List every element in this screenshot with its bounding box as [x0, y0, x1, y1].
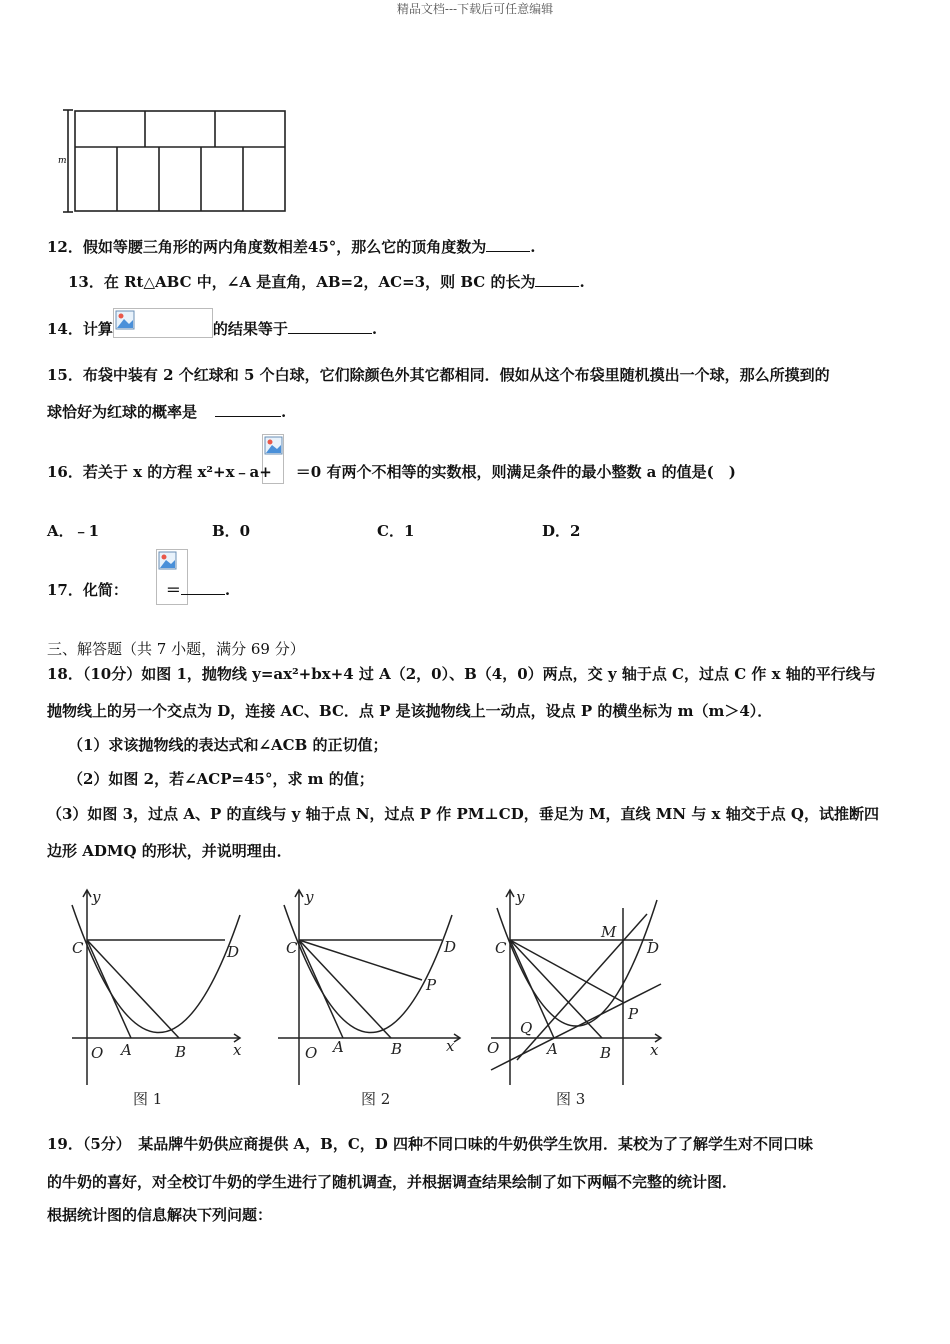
y-axis-label: y: [516, 888, 525, 906]
option-b[interactable]: B．0: [212, 522, 251, 540]
point-a-label: A: [333, 1038, 344, 1056]
figure-1-caption: 图 1: [133, 1090, 163, 1108]
answer-blank[interactable]: [288, 319, 372, 334]
y-axis-label: y: [92, 888, 101, 906]
question-18-part-1: （1）求该抛物线的表达式和∠ACB 的正切值；: [68, 736, 388, 754]
option-d[interactable]: D．2: [542, 522, 581, 540]
figure-label-m: m: [58, 156, 67, 166]
point-m-label: M: [601, 923, 617, 941]
question-12: 12．假如等腰三角形的两内角度数相差45°，那么它的顶角度数为 .: [47, 238, 536, 256]
section-3-title: 三、解答题（共 7 小题，满分 69 分）: [47, 640, 305, 658]
figure-3-caption: 图 3: [556, 1090, 586, 1108]
y-axis-label: y: [305, 888, 314, 906]
point-p-label: P: [628, 1005, 639, 1023]
question-19-line-3: 根据统计图的信息解决下列问题：: [47, 1206, 273, 1224]
question-18-part-3-line-1: （3）如图 3，过点 A、P 的直线与 y 轴于点 N，过点 P 作 PM⊥CD，垂足为 M，直线 MN 与 x 轴交于点 Q，试推断四: [47, 805, 879, 823]
answer-blank[interactable]: [486, 237, 530, 252]
origin-label: O: [487, 1039, 500, 1057]
x-axis-label: x: [233, 1041, 242, 1059]
formula-image-placeholder: [113, 308, 213, 338]
broken-image-icon: [115, 310, 135, 330]
question-18-part-2: （2）如图 2，若∠ACP=45°，求 m 的值；: [68, 770, 374, 788]
answer-blank[interactable]: [535, 272, 579, 287]
option-a[interactable]: A．﹣1: [47, 522, 100, 540]
point-c-label: C: [495, 939, 507, 957]
question-19-line-2: 的牛奶的喜好，对全校订牛奶的学生进行了随机调查，并根据调查结果绘制了如下两幅不完整的统计图．: [47, 1173, 738, 1191]
origin-label: O: [305, 1044, 318, 1062]
broken-image-icon: [158, 551, 178, 571]
broken-image-icon: [264, 436, 284, 456]
point-d-label: D: [647, 939, 660, 957]
point-a-label: A: [121, 1041, 132, 1059]
figure-2-caption: 图 2: [361, 1090, 391, 1108]
question-18-part-3-line-2: 边形 ADMQ 的形状，并说明理由．: [47, 842, 292, 860]
point-a-label: A: [547, 1040, 558, 1058]
question-15-line-1: 15．布袋中装有 2 个红球和 5 个白球，它们除颜色外其它都相同．假如从这个布袋里随机摸出一个球，那么所摸到的: [47, 366, 830, 384]
option-c[interactable]: C．1: [377, 522, 415, 540]
point-d-label: D: [444, 938, 457, 956]
x-axis-label: x: [446, 1037, 455, 1055]
x-axis-label: x: [650, 1041, 659, 1059]
rectangle-grid-figure: [55, 105, 295, 220]
question-18-line-2: 抛物线上的另一个交点为 D，连接 AC、BC．点 P 是该抛物线上一动点，设点 P 的横坐标为 m（m＞4）．: [47, 702, 773, 720]
origin-label: O: [91, 1044, 104, 1062]
point-b-label: B: [175, 1043, 187, 1061]
question-14: 14．计算 的结果等于 .: [47, 318, 377, 339]
answer-blank[interactable]: [215, 402, 281, 417]
point-c-label: C: [286, 939, 298, 957]
parabola-figure-3: [483, 880, 673, 1115]
point-c-label: C: [72, 939, 84, 957]
question-15-line-2: 球恰好为红球的概率是 .: [47, 403, 287, 421]
point-b-label: B: [600, 1044, 612, 1062]
question-16: 16．若关于 x 的方程 x²+x﹣a+ ＝0 有两个不相等的实数根，则满足条件的最小整数 a 的值是( ): [47, 463, 736, 481]
point-q-label: Q: [520, 1019, 533, 1037]
parabola-figure-1: [60, 880, 260, 1115]
page-header: 精品文档---下载后可任意编辑: [396, 2, 554, 16]
point-b-label: B: [391, 1040, 403, 1058]
point-d-label: D: [227, 943, 240, 961]
parabola-figure-2: [272, 880, 472, 1115]
question-13: 13．在 Rt△ABC 中，∠A 是直角，AB=2，AC=3，则 BC 的长为 .: [68, 273, 585, 291]
answer-blank[interactable]: [181, 580, 225, 595]
question-18-line-1: 18．（10分）如图 1，抛物线 y=ax²+bx+4 过 A（2，0）、B（4，0）两点，交 y 轴于点 C，过点 C 作 x 轴的平行线与: [47, 665, 876, 683]
point-p-label: P: [426, 976, 437, 994]
question-17: 17．化简： ＝ .: [47, 581, 231, 599]
question-19-line-1: 19．（5分） 某品牌牛奶供应商提供 A，B，C，D 四种不同口味的牛奶供学生饮用．某校为了了解学生对不同口味: [47, 1135, 814, 1153]
